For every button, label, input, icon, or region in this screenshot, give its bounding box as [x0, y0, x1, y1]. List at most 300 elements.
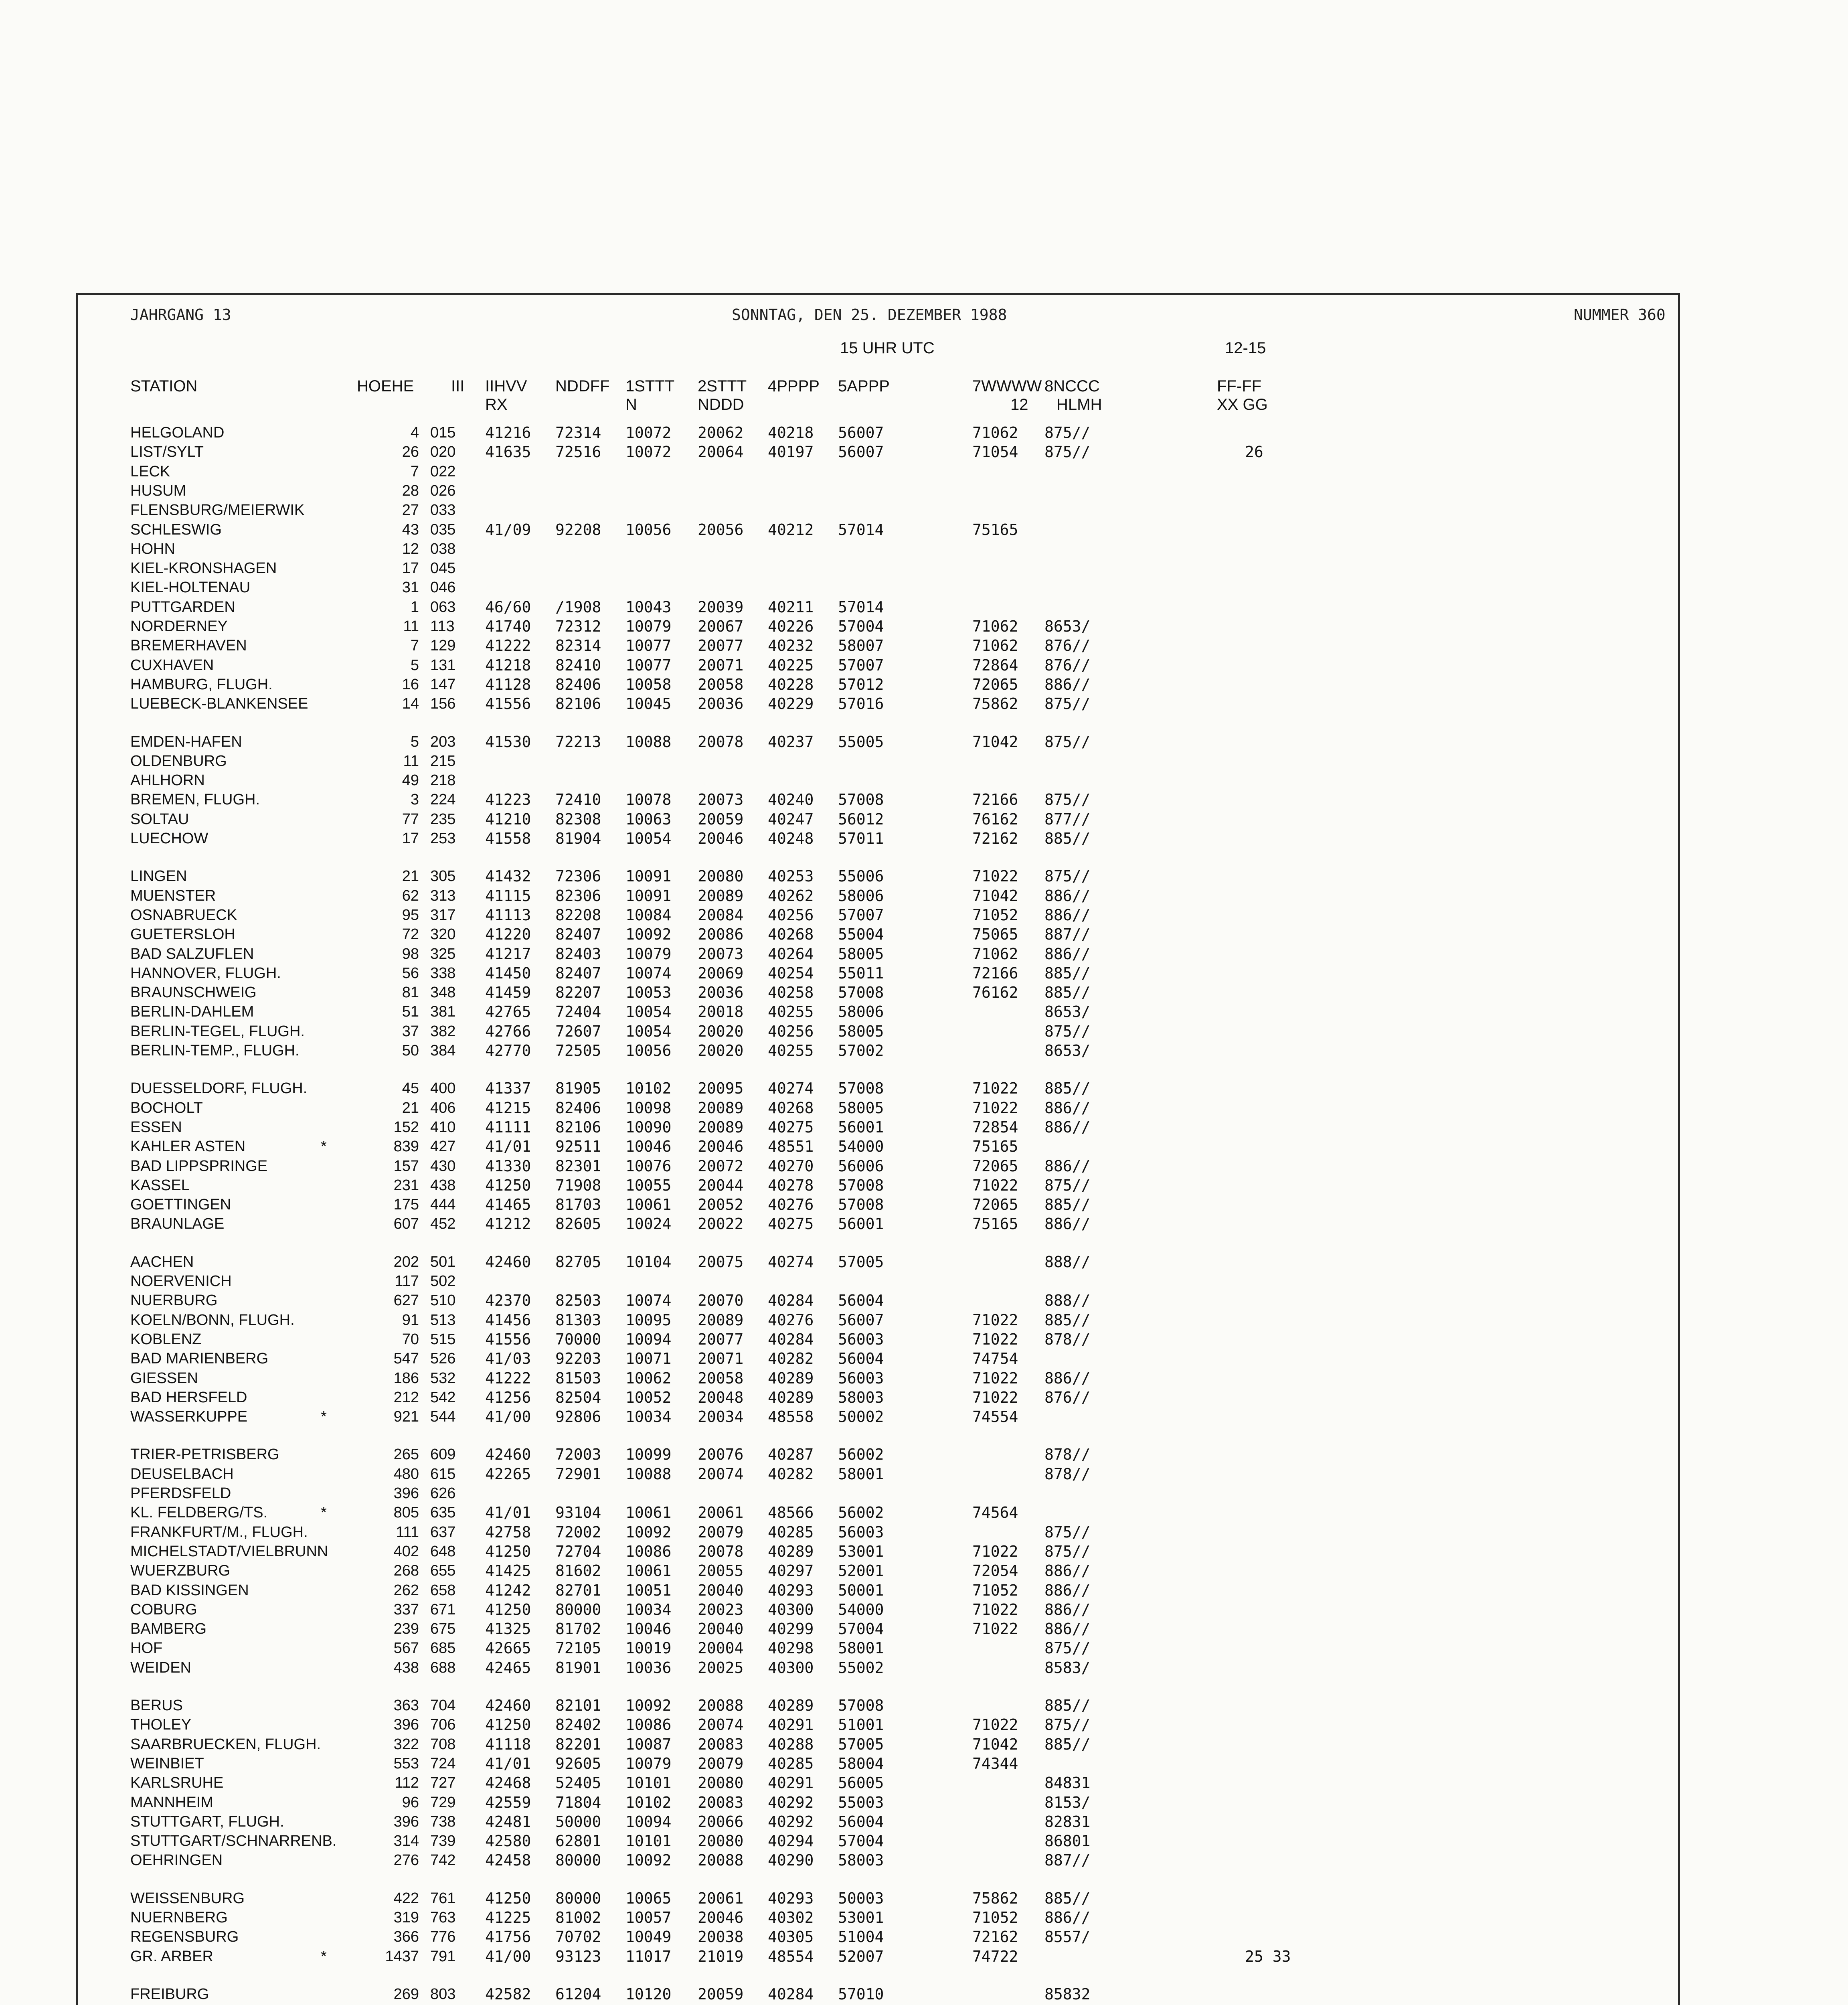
group-8nccc: 885// [1044, 1889, 1091, 1907]
group-8nccc: 886// [1044, 1157, 1091, 1175]
station-altitude: 212 [393, 1389, 419, 1406]
group-8nccc: 878// [1044, 1465, 1091, 1483]
group-7wwww: 72065 [972, 1196, 1018, 1214]
table-row [78, 1195, 1678, 1214]
group-2sttt: 20039 [698, 598, 744, 616]
group-4pppp: 40300 [768, 1659, 814, 1677]
station-index: 235 [430, 810, 456, 828]
group-4pppp: 40290 [768, 1851, 814, 1869]
group-iihvv: 41111 [485, 1118, 531, 1136]
station-altitude: 480 [393, 1465, 419, 1482]
station-index: 655 [430, 1562, 456, 1580]
group-5appp: 54000 [838, 1600, 884, 1618]
group-nddff: 72003 [555, 1446, 601, 1464]
group-iihvv: 41222 [485, 1369, 531, 1387]
station-altitude: 31 [402, 579, 419, 596]
station-name: BRAUNSCHWEIG [130, 984, 257, 1001]
group-5appp: 57008 [838, 984, 884, 1002]
group-nddff: 81002 [555, 1909, 601, 1926]
station-index: 022 [430, 463, 456, 480]
col-g7-top: 7WWWW [972, 377, 1042, 395]
group-nddff: 80000 [555, 1851, 601, 1869]
group-iihvv: 41113 [485, 906, 531, 924]
station-name: GIESSEN [130, 1369, 198, 1387]
station-name: MICHELSTADT/VIELBRUNN [130, 1543, 328, 1560]
group-5appp: 57007 [838, 656, 884, 674]
group-5appp: 53001 [838, 1542, 884, 1560]
station-name: KARLSRUHE [130, 1774, 224, 1792]
station-altitude: 4 [410, 424, 419, 441]
station-index: 501 [430, 1253, 456, 1270]
station-name: BREMERHAVEN [130, 637, 247, 654]
group-8nccc: 8653/ [1044, 1042, 1091, 1059]
station-altitude: 363 [393, 1697, 419, 1714]
group-4pppp: 40247 [768, 810, 814, 828]
station-altitude: 422 [393, 1890, 419, 1907]
group-2sttt: 20038 [698, 1928, 744, 1946]
station-altitude: 337 [393, 1601, 419, 1618]
group-8nccc: 875// [1044, 867, 1091, 885]
group-nddff: 93104 [555, 1504, 601, 1522]
station-index: 727 [430, 1774, 456, 1792]
group-iihvv: 42665 [485, 1639, 531, 1657]
group-4pppp: 40232 [768, 637, 814, 655]
station-altitude: 27 [402, 502, 419, 519]
group-1sttt: 10054 [625, 1022, 672, 1040]
group-iihvv: 41218 [485, 656, 531, 674]
group-4pppp: 40287 [768, 1446, 814, 1464]
group-5appp: 56007 [838, 424, 884, 442]
group-4pppp: 40284 [768, 1985, 814, 2003]
station-table [78, 295, 1678, 2005]
group-nddff: 72505 [555, 1042, 601, 1059]
group-7wwww: 74344 [972, 1754, 1018, 1772]
station-altitude: 17 [402, 830, 419, 847]
group-8nccc: 886// [1044, 906, 1091, 924]
group-iihvv: 41450 [485, 964, 531, 982]
station-name: ESSEN [130, 1118, 182, 1136]
station-index: 729 [430, 1794, 456, 1811]
group-1sttt: 10051 [625, 1581, 672, 1599]
group-5appp: 58003 [838, 1388, 884, 1406]
station-name: WUERZBURG [130, 1562, 231, 1580]
group-2sttt: 20061 [698, 1504, 744, 1522]
table-row [78, 617, 1678, 636]
table-row [78, 751, 1678, 771]
col-g5-top: 4PPPP [768, 377, 820, 395]
group-2sttt: 20071 [698, 656, 744, 674]
group-5appp: 58003 [838, 1851, 884, 1869]
group-nddff: 82106 [555, 695, 601, 713]
station-index: 609 [430, 1446, 456, 1463]
station-index: 113 [430, 618, 455, 635]
group-2sttt: 20044 [698, 1176, 744, 1194]
table-row [78, 732, 1678, 751]
group-nddff: 52405 [555, 1774, 601, 1792]
group-8nccc: 875// [1044, 1523, 1091, 1541]
table-row [78, 1137, 1678, 1156]
group-5appp: 57012 [838, 675, 884, 693]
group-nddff: /1908 [555, 598, 601, 616]
group-8nccc: 875// [1044, 424, 1091, 442]
group-4pppp: 40289 [768, 1388, 814, 1406]
station-name: BERUS [130, 1697, 183, 1714]
station-altitude: 72 [402, 926, 419, 943]
group-2sttt: 20078 [698, 1542, 744, 1560]
station-altitude: 49 [402, 772, 419, 789]
station-name: BERLIN-DAHLEM [130, 1003, 254, 1021]
group-1sttt: 10034 [625, 1408, 672, 1426]
group-nddff: 71908 [555, 1176, 601, 1194]
station-name: FLENSBURG/MEIERWIK [130, 502, 305, 519]
group-1sttt: 10094 [625, 1813, 672, 1831]
group-1sttt: 10092 [625, 1697, 672, 1714]
station-index: 615 [430, 1465, 456, 1482]
group-7wwww: 71022 [972, 1716, 1018, 1734]
group-2sttt: 20095 [698, 1079, 744, 1098]
table-row [78, 944, 1678, 964]
station-index: 381 [430, 1003, 456, 1021]
group-iihvv: 41250 [485, 1716, 531, 1734]
station-index: 015 [430, 424, 456, 441]
station-index: 626 [430, 1485, 456, 1502]
group-5appp: 57002 [838, 1042, 884, 1059]
station-index: 430 [430, 1157, 456, 1175]
group-iihvv: 41217 [485, 945, 531, 963]
group-1sttt: 10043 [625, 598, 672, 616]
group-2sttt: 20078 [698, 733, 744, 751]
group-5appp: 57010 [838, 1985, 884, 2003]
group-4pppp: 40297 [768, 1562, 814, 1580]
group-8nccc: 85832 [1044, 1985, 1091, 2003]
station-altitude: 366 [393, 1928, 419, 1946]
station-altitude: 1 [410, 598, 419, 616]
table-row [78, 656, 1678, 675]
station-index: 215 [430, 752, 456, 770]
group-1sttt: 10058 [625, 675, 672, 693]
station-index: 320 [430, 926, 456, 943]
group-8nccc: 885// [1044, 1735, 1091, 1753]
group-1sttt: 10034 [625, 1600, 672, 1618]
group-7wwww: 76162 [972, 984, 1018, 1002]
group-5appp: 57008 [838, 1697, 884, 1714]
group-4pppp: 48551 [768, 1138, 814, 1156]
station-altitude: 28 [402, 482, 419, 499]
group-nddff: 82208 [555, 906, 601, 924]
table-row [78, 1484, 1678, 1503]
col-iii: III [451, 377, 465, 395]
station-altitude: 402 [393, 1543, 419, 1560]
group-2sttt: 20023 [698, 1600, 744, 1618]
station-index: 147 [430, 676, 456, 693]
station-name: HAMBURG, FLUGH. [130, 676, 273, 693]
group-5appp: 58005 [838, 1099, 884, 1117]
col-g3-top: 1STTT [625, 377, 675, 395]
group-2sttt: 20020 [698, 1042, 744, 1059]
station-altitude: 17 [402, 560, 419, 577]
group-nddff: 72314 [555, 424, 601, 442]
group-nddff: 93123 [555, 1947, 601, 1965]
station-altitude: 1437 [385, 1948, 419, 1965]
group-4pppp: 40225 [768, 656, 814, 674]
group-4pppp: 40264 [768, 945, 814, 963]
group-1sttt: 10053 [625, 984, 672, 1002]
group-1sttt: 10056 [625, 520, 672, 539]
group-5appp: 56004 [838, 1350, 884, 1368]
station-altitude: 627 [393, 1292, 419, 1309]
group-nddff: 92511 [555, 1138, 601, 1156]
group-8nccc: 888// [1044, 1253, 1091, 1271]
group-2sttt: 20088 [698, 1851, 744, 1869]
group-1sttt: 10091 [625, 887, 672, 905]
group-nddff: 82406 [555, 1099, 601, 1117]
group-iihvv: 41242 [485, 1581, 531, 1599]
station-altitude: 117 [395, 1273, 419, 1290]
station-altitude: 21 [402, 868, 419, 885]
group-8nccc: 82831 [1044, 1813, 1091, 1831]
station-name: REGENSBURG [130, 1928, 239, 1946]
group-iihvv: 41216 [485, 424, 531, 442]
group-2sttt: 20089 [698, 887, 744, 905]
table-row [78, 636, 1678, 655]
station-altitude: 98 [402, 945, 419, 962]
station-name: AHLHORN [130, 772, 205, 789]
group-iihvv: 42460 [485, 1446, 531, 1464]
group-7wwww: 71022 [972, 867, 1018, 885]
group-7wwww: 72854 [972, 1118, 1018, 1136]
station-name: NOERVENICH [130, 1273, 232, 1290]
station-name: OEHRINGEN [130, 1852, 223, 1869]
group-4pppp: 40299 [768, 1620, 814, 1638]
group-7wwww: 71022 [972, 1388, 1018, 1406]
group-7wwww: 72166 [972, 791, 1018, 809]
station-altitude: 26 [402, 444, 419, 461]
group-8nccc: 84831 [1044, 1774, 1091, 1792]
station-altitude: 37 [402, 1023, 419, 1040]
group-iihvv: 41/01 [485, 1138, 531, 1156]
table-row [78, 1889, 1678, 1908]
station-altitude: 43 [402, 521, 419, 538]
group-2sttt: 20056 [698, 520, 744, 539]
group-nddff: 81904 [555, 830, 601, 847]
group-2sttt: 20080 [698, 1832, 744, 1850]
group-1sttt: 10087 [625, 1735, 672, 1753]
group-4pppp: 40229 [768, 695, 814, 713]
station-name: BRAUNLAGE [130, 1215, 225, 1233]
table-row [78, 442, 1678, 462]
group-5appp: 56004 [838, 1292, 884, 1310]
group-iihvv: 41558 [485, 830, 531, 847]
station-name: WEINBIET [130, 1755, 204, 1772]
group-iihvv: 41425 [485, 1562, 531, 1580]
station-index: 635 [430, 1504, 456, 1521]
group-1sttt: 10019 [625, 1639, 672, 1657]
station-name: LUEBECK-BLANKENSEE [130, 695, 308, 713]
station-index: 648 [430, 1543, 456, 1560]
group-2sttt: 20055 [698, 1562, 744, 1580]
group-8nccc: 886// [1044, 1909, 1091, 1926]
group-8nccc: 885// [1044, 1697, 1091, 1714]
group-1sttt: 10071 [625, 1350, 672, 1368]
table-row [78, 1156, 1678, 1176]
period-label: 12-15 [1225, 339, 1266, 357]
observation-time: 15 UHR UTC [840, 339, 935, 357]
group-7wwww: 71062 [972, 637, 1018, 655]
group-4pppp: 40291 [768, 1774, 814, 1792]
table-row [78, 1812, 1678, 1831]
group-7wwww: 74754 [972, 1350, 1018, 1368]
group-1sttt: 10046 [625, 1620, 672, 1638]
group-iihvv: 41250 [485, 1176, 531, 1194]
group-iihvv: 42582 [485, 1985, 531, 2003]
table-row [78, 1349, 1678, 1368]
group-nddff: 81602 [555, 1562, 601, 1580]
group-1sttt: 10084 [625, 906, 672, 924]
group-nddff: 80000 [555, 1600, 601, 1618]
table-row [78, 905, 1678, 925]
group-1sttt: 10095 [625, 1311, 672, 1329]
group-8nccc: 875// [1044, 443, 1091, 461]
table-row [78, 578, 1678, 597]
group-8nccc: 885// [1044, 964, 1091, 982]
group-4pppp: 40228 [768, 675, 814, 693]
group-7wwww: 75065 [972, 926, 1018, 944]
group-1sttt: 10091 [625, 867, 672, 885]
group-5appp: 55003 [838, 1793, 884, 1811]
group-iihvv: 41223 [485, 791, 531, 809]
group-8nccc: 886// [1044, 1099, 1091, 1117]
station-name: LECK [130, 463, 170, 480]
col-station: STATION [130, 377, 198, 395]
group-5appp: 54000 [838, 1138, 884, 1156]
group-1sttt: 10065 [625, 1889, 672, 1907]
group-5appp: 56003 [838, 1330, 884, 1348]
station-index: 313 [430, 887, 456, 904]
group-1sttt: 10078 [625, 791, 672, 809]
table-row [78, 1252, 1678, 1272]
group-4pppp: 40292 [768, 1793, 814, 1811]
station-altitude: 438 [393, 1659, 419, 1676]
group-nddff: 72607 [555, 1022, 601, 1040]
group-7wwww: 71054 [972, 443, 1018, 461]
table-row [78, 1002, 1678, 1021]
group-4pppp: 40293 [768, 1889, 814, 1907]
group-7wwww: 71042 [972, 887, 1018, 905]
station-index: 325 [430, 945, 456, 962]
group-8nccc: 878// [1044, 1446, 1091, 1464]
table-row [78, 1118, 1678, 1137]
group-1sttt: 10054 [625, 830, 672, 847]
group-1sttt: 10057 [625, 1909, 672, 1926]
station-altitude: 112 [395, 1774, 419, 1792]
station-name: TRIER-PETRISBERG [130, 1446, 279, 1463]
table-row [78, 1908, 1678, 1927]
group-2sttt: 20083 [698, 1793, 744, 1811]
group-nddff: 81503 [555, 1369, 601, 1387]
table-row [78, 1445, 1678, 1464]
group-iihvv: 42770 [485, 1042, 531, 1059]
station-altitude: 157 [393, 1157, 419, 1175]
mountain-station-mark: * [321, 1948, 327, 1965]
group-nddff: 72002 [555, 1523, 601, 1541]
group-4pppp: 40291 [768, 1716, 814, 1734]
group-iihvv: 41740 [485, 618, 531, 635]
group-4pppp: 48558 [768, 1408, 814, 1426]
station-name: BAD SALZUFLEN [130, 945, 254, 962]
group-iihvv: 41/01 [485, 1754, 531, 1772]
group-nddff: 80000 [555, 1889, 601, 1907]
group-1sttt: 10036 [625, 1659, 672, 1677]
gust-value: 26 [1245, 443, 1263, 461]
group-iihvv: 41530 [485, 733, 531, 751]
station-altitude: 12 [402, 540, 419, 557]
station-index: 513 [430, 1311, 456, 1329]
station-name: STUTTGART, FLUGH. [130, 1813, 284, 1830]
station-name: BAD MARIENBERG [130, 1350, 269, 1367]
group-4pppp: 40197 [768, 443, 814, 461]
group-1sttt: 10092 [625, 1523, 672, 1541]
group-5appp: 50002 [838, 1408, 884, 1426]
station-altitude: 396 [393, 1485, 419, 1502]
group-8nccc: 885// [1044, 1311, 1091, 1329]
group-nddff: 82201 [555, 1735, 601, 1753]
group-5appp: 55005 [838, 733, 884, 751]
group-7wwww: 71022 [972, 1369, 1018, 1387]
table-row [78, 500, 1678, 520]
group-iihvv: 42458 [485, 1851, 531, 1869]
group-nddff: 72306 [555, 867, 601, 885]
col-g3-bottom: N [625, 396, 637, 413]
station-index: 348 [430, 984, 456, 1001]
group-1sttt: 10077 [625, 656, 672, 674]
col-g9-bottom: XX GG [1217, 396, 1268, 413]
station-index: 671 [430, 1601, 456, 1618]
station-altitude: 396 [393, 1813, 419, 1830]
group-5appp: 57004 [838, 618, 884, 635]
group-1sttt: 10086 [625, 1542, 672, 1560]
group-1sttt: 10055 [625, 1176, 672, 1194]
group-8nccc: 876// [1044, 637, 1091, 655]
station-name: KASSEL [130, 1177, 190, 1194]
group-iihvv: 42460 [485, 1253, 531, 1271]
group-nddff: 81303 [555, 1311, 601, 1329]
station-index: 218 [430, 772, 456, 789]
group-2sttt: 20058 [698, 675, 744, 693]
station-name: OSNABRUECK [130, 906, 237, 924]
group-nddff: 92605 [555, 1754, 601, 1772]
station-altitude: 111 [396, 1523, 419, 1541]
station-name: SCHLESWIG [130, 521, 222, 538]
group-2sttt: 20064 [698, 443, 744, 461]
group-1sttt: 10102 [625, 1793, 672, 1811]
group-2sttt: 20073 [698, 791, 744, 809]
station-index: 532 [430, 1369, 456, 1387]
group-iihvv: 46/60 [485, 598, 531, 616]
table-row [78, 1696, 1678, 1715]
group-1sttt: 10046 [625, 1138, 672, 1156]
group-5appp: 56002 [838, 1504, 884, 1522]
group-5appp: 56006 [838, 1157, 884, 1175]
group-7wwww: 71052 [972, 1581, 1018, 1599]
group-4pppp: 40289 [768, 1369, 814, 1387]
group-5appp: 56001 [838, 1118, 884, 1136]
station-altitude: 268 [393, 1562, 419, 1580]
station-name: KIEL-KRONSHAGEN [130, 560, 277, 577]
group-7wwww: 71022 [972, 1079, 1018, 1098]
group-5appp: 57011 [838, 830, 884, 847]
group-nddff: 82403 [555, 945, 601, 963]
station-name: SAARBRUECKEN, FLUGH. [130, 1736, 321, 1753]
